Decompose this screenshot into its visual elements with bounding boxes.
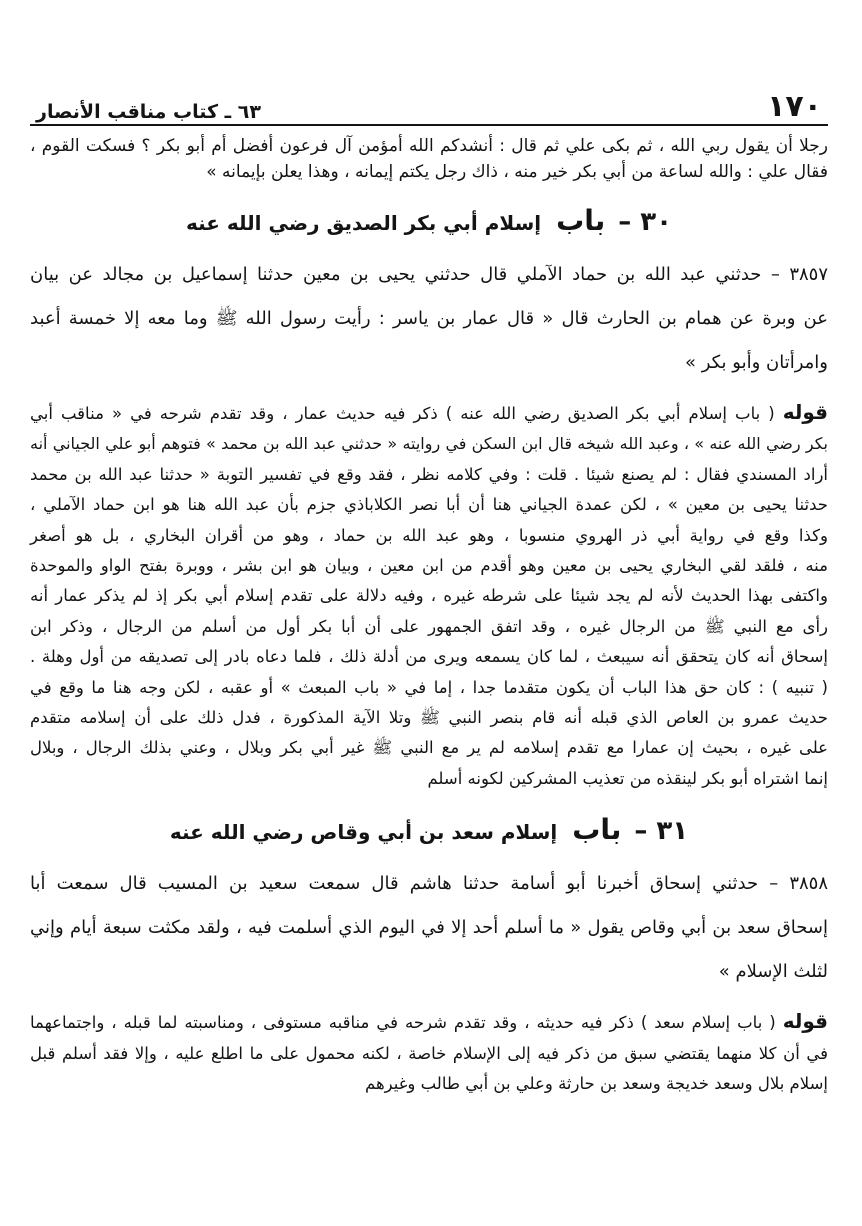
page-header xyxy=(30,70,828,126)
commentary-line: في أن كلا منهما يقتضي سبق من ذكر فيه إلى الإسلام خاصة ، لكنه محمول على ما اطلع عليه ، وإلا فقد أسلم قبل xyxy=(30,1043,828,1063)
commentary-line: رأى مع النبي ﷺ من الرجال غيره ، وقد اتفق الجمهور على أن أبا بكر أول من أسلم من الرجال ، وذكر ابن xyxy=(30,616,828,636)
commentary-line: وكذا وقع في رواية أبي ذر الهروي منسوبا ، وهو عبد الله بن حماد ، وهو من أقران البخاري ، بل هو أصغر xyxy=(30,525,828,545)
commentary-line: إسلام بلال وسعد خديجة وسعد بن حارثة وعلي بن أبي طالب وغيرهم xyxy=(364,1074,828,1094)
commentary-line: ( باب إسلام أبي بكر الصديق رضي الله عنه ) ذكر فيه حديث عمار ، وقد تقدم شرحه في « مناقب أبي xyxy=(30,404,775,423)
commentary-line: أراد المسندي فقال : لم يصنع شيئا . قلت : وفي كلامه نظر ، فقد وقع في تفسير التوبة « حدثنا عبد الله بن محمد xyxy=(30,464,828,484)
chapter-word: باب xyxy=(556,204,606,237)
hadith-line: لثلث الإسلام » xyxy=(718,961,828,983)
commentary-3858 xyxy=(30,1006,828,1099)
hadith-line: عن وبرة عن همام بن الحارث قال « قال عمار بن ياسر : رأيت رسول الله ﷺ وما معه إلا خمسة أعبد xyxy=(30,308,828,329)
chapter-number: ٣١ – xyxy=(634,816,689,847)
commentary-3857 xyxy=(30,397,828,794)
commentary-line: ( باب إسلام سعد ) ذكر فيه حديثه ، وقد تقدم شرحه في مناقبه مستوفى ، ومناسبته لما قبله ، واجتماعهما xyxy=(30,1013,776,1033)
hadith-3858 xyxy=(30,862,828,994)
chapter-heading-31 xyxy=(30,802,828,858)
text-line: رجلا أن يقول ربي الله ، ثم بكى علي ثم قال : أنشدكم الله أمؤمن آل فرعون أفضل أم أبو بكر ؟ فسكت القوم ، xyxy=(30,136,828,156)
hadith-line: إسحاق سعد بن أبي وقاص يقول « ما أسلم أحد إلا في اليوم الذي أسلمت فيه ، ولقد مكثت سبعة أيام وإني xyxy=(30,917,828,939)
commentary-line: إسحاق أنه كان يتحقق أنه سيبعث ، لما كان يسمعه ويرى من أدلة ذلك ، فلما دعاه بادر إلى تصديقه من أول وهلة . xyxy=(30,647,828,667)
commentary-line: بكر رضي الله عنه » ، وعبد الله شيخه قال ابن السكن في روايته « حدثني عبد الله بن محمد » فتوهم أبو علي الجياني أنه xyxy=(30,434,828,454)
commentary-line: على غيره ، بحيث إن عمارا مع تقدم إسلامه لم ير مع النبي ﷺ غير أبي بكر وبلال ، وعني بذلك الرجال ، وبلال xyxy=(30,738,828,758)
commentary-opening: قوله xyxy=(782,400,828,424)
commentary-line: إنما اشتراه أبو بكر لينقذه من تعذيب المشركين لكونه أسلم xyxy=(427,768,828,788)
hadith-line: وامرأتان وأبو بكر » xyxy=(684,352,828,373)
commentary-line: حديث عمرو بن العاص الذي قبله أنه قام بنصر النبي ﷺ وتلا الآية المذكورة ، فدل ذلك على أن إسلامه متقدم xyxy=(30,708,828,728)
commentary-line: منه ، فلقد لقي البخاري يحيى بن معين وهو أقدم من ابن معين ، وبيان هو ابن بشر ، ووبرة بفتح الواو والموحدة xyxy=(30,556,828,576)
text-line: فقال علي : والله لساعة من أبي بكر خير منه ، ذاك رجل يكتم إيمانه ، وهذا يعلن بإيمانه » xyxy=(206,161,828,182)
hadith-3857 xyxy=(30,253,828,385)
commentary-line: ( تنبيه ) : كان حق هذا الباب أن يكون متقدما جدا ، إما في « باب المبعث » أو عقبه ، لكن وجه هنا ما وقع في xyxy=(30,677,828,697)
chapter-title: إسلام أبي بكر الصديق رضي الله عنه xyxy=(185,211,542,235)
running-title: ٦٣ ـ كتاب مناقب الأنصار xyxy=(36,101,261,123)
chapter-heading-30 xyxy=(30,193,828,249)
hadith-line: ٣٨٥٨ – حدثني إسحاق أخبرنا أبو أسامة حدثنا هاشم قال سمعت سعيد بن المسيب قال سمعت أبا xyxy=(30,873,828,895)
page-number: ١٧٠ xyxy=(767,89,822,124)
chapter-title: إسلام سعد بن أبي وقاص رضي الله عنه xyxy=(169,820,558,845)
intro-paragraph xyxy=(30,134,828,185)
commentary-opening: قوله xyxy=(782,1009,828,1034)
hadith-line: ٣٨٥٧ – حدثني عبد الله بن حماد الآملي قال حدثني يحيى بن معين حدثنا إسماعيل بن مجالد عن بيان xyxy=(30,264,828,285)
chapter-word: باب xyxy=(572,813,622,847)
chapter-number: ٣٠ – xyxy=(618,207,673,237)
commentary-line: حدثنا يحيى بن معين » ، لكن عمدة الجياني هنا أن أبا نصر الكلاباذي جزم بأن عبد الله هنا هو ابن حماد الآملي ، xyxy=(30,495,828,515)
commentary-line: واكتفى بهذا الحديث لأنه لم يجد شيئا على شرطه غيره ، وفيه دلالة على تقدم إسلام أبي بكر إذ لم يذكر عمار أنه xyxy=(30,586,828,606)
